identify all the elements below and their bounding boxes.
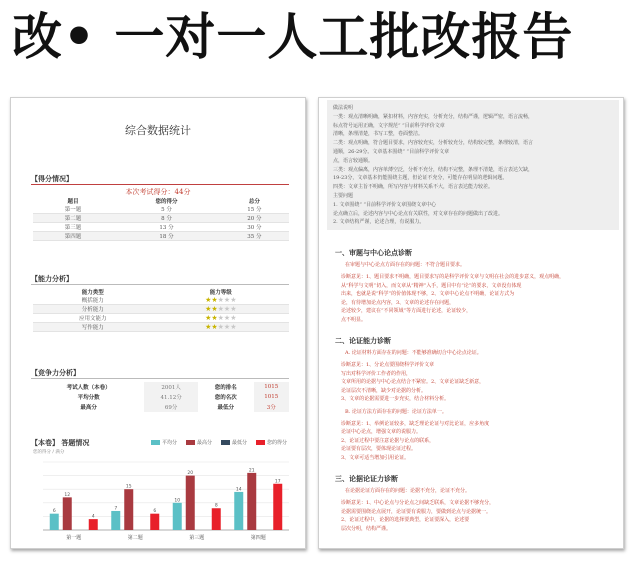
ability-divider — [31, 284, 289, 285]
star-rating — [153, 305, 289, 314]
comp-label: 最高分 — [80, 405, 97, 411]
diagnosis-line: 2、论证过程中，论据的选择要典型，论证要深入，论述要 — [341, 517, 470, 523]
star-empty-icon: ★ — [223, 314, 231, 322]
table-row — [33, 223, 289, 232]
legend-swatch — [221, 440, 230, 445]
chart-legend — [151, 439, 287, 446]
comp-label: 您的名次 — [214, 395, 237, 401]
table-row — [33, 305, 289, 314]
criteria-line: 标点符号运用正确，文字规范“ ”目前科学评价文章 — [333, 122, 445, 129]
table-cell: 8 分 — [113, 214, 220, 223]
competition-divider — [31, 378, 289, 379]
comp-value: 1015 — [254, 392, 289, 402]
ability-label: 应用文能力 — [33, 314, 153, 323]
diagnosis-line: 从“科学与文明”切入，而文章从“精神”入手，题目中有“论”的要求，文章没有体现 — [341, 282, 522, 289]
legend-item — [186, 439, 212, 446]
chart-bar — [124, 489, 133, 530]
x-tick-label: 第四题 — [250, 535, 266, 541]
legend-item — [256, 439, 287, 446]
section-question: 在论据论证方面存在的问题：论据不充分，论证不充分。 — [345, 488, 471, 494]
star-empty-icon: ★ — [223, 296, 231, 304]
chart-bar — [89, 519, 98, 530]
diagnosis-line: 文章所用的论据与中心论点结合不紧密。2、文章论证缺乏新意， — [341, 379, 485, 385]
ability-label: 写作能力 — [33, 323, 153, 332]
score-section-heading: 【得分情况】 — [31, 174, 73, 183]
table-cell: 第三题 — [33, 223, 113, 232]
data-label: 21 — [248, 468, 255, 474]
diagnosis-line: 点不明显。 — [341, 316, 367, 323]
comp-value: 41.12分 — [144, 392, 198, 402]
criteria-line: 三类：观点偏离，内容单薄空泛，分析不充分，结构不完整，条理不清楚，语言表达欠缺， — [333, 166, 534, 173]
star-empty-icon: ★ — [217, 314, 224, 322]
star-filled-icon: ★ — [205, 314, 212, 322]
comp-label: 最低分 — [217, 405, 235, 411]
diagnosis-line: 2、论证过程中要注意论据与论点的联系， — [341, 437, 435, 444]
data-label: 6 — [52, 509, 56, 515]
table-cell: 18 分 — [113, 232, 220, 241]
diagnosis-page — [318, 97, 624, 549]
comp-value: 2001人 — [144, 382, 198, 392]
diagnosis-line: 论据需要围绕论点展开，论证要有说服力，要做到论点与论据统一。 — [341, 508, 492, 515]
table-cell: 第四题 — [33, 232, 113, 241]
diagnosis-line: 诊断意见：1、题目要求不明确，题目要求写的是科学评价文章与文明在社会的进步意义，观点明确， — [341, 274, 565, 280]
score-total: 本次考试得分：44分 — [125, 188, 191, 196]
star-empty-icon: ★ — [230, 323, 237, 331]
comp-label: 平均分数 — [77, 395, 100, 401]
diagnosis-line: 诊断意见：1、分论点要围绕科学评价文章 — [341, 362, 435, 368]
legend-label: 最高分 — [197, 440, 213, 446]
table-cell: 15 分 — [220, 205, 289, 214]
score-col-question: 题目 — [67, 199, 79, 205]
competition-table — [33, 382, 289, 412]
criteria-line: 四类：文章主旨不明确，所写内容与材料关系不大，语言表达能力较差。 — [333, 184, 494, 191]
chart-bar — [173, 503, 182, 530]
diagnosis-line: 论，有待增加论点内容，3、文章的论述存在问题， — [341, 299, 455, 306]
diagnosis-line: 层次分明，结构严谨。 — [341, 525, 392, 532]
table-row — [33, 402, 289, 412]
comp-value: 1015 — [254, 382, 289, 392]
ability-section-heading: 【能力分析】 — [31, 274, 73, 283]
table-row — [33, 214, 289, 223]
star-empty-icon: ★ — [230, 305, 237, 313]
table-cell: 20 分 — [220, 214, 289, 223]
table-row — [33, 205, 289, 214]
score-divider — [31, 184, 289, 185]
star-filled-icon: ★ — [211, 305, 218, 313]
star-empty-icon: ★ — [217, 323, 224, 331]
data-label: 6 — [153, 509, 157, 515]
ability-label: 概括能力 — [33, 296, 153, 305]
star-empty-icon: ★ — [217, 296, 224, 304]
ability-label: 分析能力 — [33, 305, 153, 314]
score-col-total: 总分 — [248, 199, 260, 205]
criteria-line: 主要问题 — [333, 193, 354, 199]
star-empty-icon: ★ — [223, 323, 231, 331]
criteria-line: 2. 文章结构严谨，论述合理，有说服力。 — [333, 219, 425, 226]
comp-label: 考试人数（本卷） — [66, 385, 111, 391]
chart-heading: 【本卷】 答题情况 — [31, 438, 90, 447]
data-label: 10 — [174, 498, 181, 504]
score-bar-chart — [31, 456, 293, 544]
legend-label: 平均分 — [162, 440, 178, 446]
chart-bar — [63, 497, 72, 530]
section-heading: 三、论据论证力诊断 — [335, 474, 398, 483]
criteria-line: 论点确立后，论述内容与中心论点有关联性，对文章存在的问题做出了改进。 — [333, 210, 504, 217]
data-label: 12 — [64, 492, 71, 498]
chart-bar — [273, 484, 282, 530]
ability-table — [33, 288, 289, 332]
table-cell: 第二题 — [33, 214, 113, 223]
data-label: 15 — [125, 484, 132, 490]
score-col-yours: 您的得分 — [155, 199, 178, 205]
table-cell: 5 分 — [113, 205, 220, 214]
diagnosis-line: 论述较少，建议在“不同领域”等方面进行论述，论证较少， — [341, 308, 472, 314]
legend-label: 您的得分 — [267, 440, 288, 446]
comp-label: 您的排名 — [214, 385, 237, 391]
criteria-line: 清晰，条理清楚，书写工整，卷面整洁。 — [333, 131, 424, 138]
report-title: 改• 一对一人工批改报告 — [12, 8, 574, 66]
table-row — [33, 323, 289, 332]
star-empty-icon: ★ — [230, 296, 237, 304]
table-row — [33, 382, 289, 392]
data-label: 17 — [274, 479, 281, 485]
statistics-title: 综合数据统计 — [125, 124, 191, 137]
criteria-line: 通顺，26-29分。文章基本围绕“ ”目前科学评价文章 — [333, 149, 450, 155]
x-tick-label: 第二题 — [127, 535, 143, 541]
table-row — [33, 314, 289, 323]
comp-value: 3分 — [254, 402, 289, 412]
chart-bar — [212, 508, 221, 530]
ability-col-level: 能力等级 — [209, 290, 232, 296]
diagnosis-line: 诊断意见：1、举例论证较多，缺乏理论论证与对比论证，应多角度 — [341, 420, 490, 427]
star-empty-icon: ★ — [230, 314, 237, 322]
section-question: A. 论证材料方面存在的问题：不能够准确切合中心论点论证。 — [345, 350, 482, 356]
x-tick-label: 第三题 — [189, 535, 205, 541]
section-heading: 二、论证能力诊断 — [335, 336, 391, 345]
legend-swatch — [151, 440, 160, 445]
legend-item — [221, 439, 247, 446]
criteria-line: 一类：观点清晰明确，紧扣材料，内容充实，分析充分，结构严谨，逻辑严密，语言流畅， — [333, 113, 534, 120]
star-empty-icon: ★ — [217, 305, 224, 313]
star-rating — [153, 296, 289, 305]
criteria-line: 19-23分，文章基本仍能围绕主题，但论证不充分，可能存在明显的逻辑问题。 — [333, 175, 508, 182]
table-cell: 第一题 — [33, 205, 113, 214]
criteria-line: 二类：观点明确，符合题目要求，内容较充实，分析较充分，结构较完整，条理较清，语言 — [333, 140, 534, 147]
star-rating — [153, 323, 289, 332]
diagnosis-line: 诊断意见：1、中心论点与分论点之间缺乏联系，文章论据不够充分， — [341, 500, 495, 506]
diagnosis-line: 论证要有层次，要体现论证过程。 — [341, 446, 417, 452]
star-filled-icon: ★ — [205, 305, 212, 313]
star-filled-icon: ★ — [211, 314, 218, 322]
table-cell: 35 分 — [220, 232, 289, 241]
data-label: 7 — [114, 506, 118, 512]
diagnosis-line: 3、文章可适当增加引用论证。 — [341, 454, 410, 461]
table-row — [33, 232, 289, 241]
legend-item — [151, 439, 177, 446]
star-filled-icon: ★ — [211, 323, 218, 331]
chart-sublabel: 您的得分 / 满分 — [33, 450, 65, 455]
legend-label: 最低分 — [232, 440, 248, 446]
legend-swatch — [256, 440, 265, 445]
star-filled-icon: ★ — [205, 296, 212, 304]
legend-swatch — [186, 440, 195, 445]
competition-section-heading: 【竞争力分析】 — [31, 368, 80, 377]
data-label: 20 — [187, 471, 194, 477]
table-row — [33, 392, 289, 402]
diagnosis-line: 写出对科学评价工作者的作用， — [341, 370, 412, 377]
criteria-line: 1. 文章围绕“ ”目前科学评价文章围绕文章中心 — [333, 201, 437, 208]
chart-bar — [247, 473, 256, 530]
diagnosis-line: 论证层次不清晰，缺少对论据的分析。 — [341, 387, 427, 394]
diagnosis-line: 论证中心论点，增强文章的说服力。 — [341, 429, 422, 435]
x-tick-label: 第一题 — [66, 535, 82, 541]
chart-bar — [150, 514, 159, 530]
criteria-line: 点，语言较通顺。 — [333, 157, 374, 164]
statistics-page — [10, 97, 306, 549]
chart-bar — [50, 514, 59, 530]
chart-bar — [111, 511, 120, 530]
star-rating — [153, 314, 289, 323]
comp-value: 69分 — [144, 402, 198, 412]
table-cell: 30 分 — [220, 223, 289, 232]
star-filled-icon: ★ — [205, 323, 212, 331]
chart-bar — [186, 476, 195, 530]
score-table — [33, 197, 289, 241]
criteria-line: 做法说明 — [333, 105, 354, 111]
data-label: 14 — [235, 487, 242, 493]
star-filled-icon: ★ — [211, 296, 218, 304]
data-label: 4 — [91, 514, 95, 520]
section-question: B. 论证方法方面存在的问题：论证方法单一。 — [345, 408, 447, 415]
section-question: 在审题与中心论点方面存在的问题：不符合题目要求。 — [345, 262, 466, 268]
star-empty-icon: ★ — [223, 305, 231, 313]
diagnosis-line: 出来，也就是说“科学”的价值体现不够，2、文章中心论点不明确，论证方式为 — [341, 291, 515, 297]
data-label: 8 — [214, 503, 218, 509]
table-row — [33, 296, 289, 305]
ability-col-type: 能力类型 — [81, 290, 104, 296]
table-cell: 13 分 — [113, 223, 220, 232]
chart-bar — [234, 492, 243, 530]
section-heading: 一、审题与中心论点诊断 — [335, 248, 412, 257]
diagnosis-line: 3、文章的论据需要进一步充实，结合材料分析。 — [341, 396, 450, 402]
